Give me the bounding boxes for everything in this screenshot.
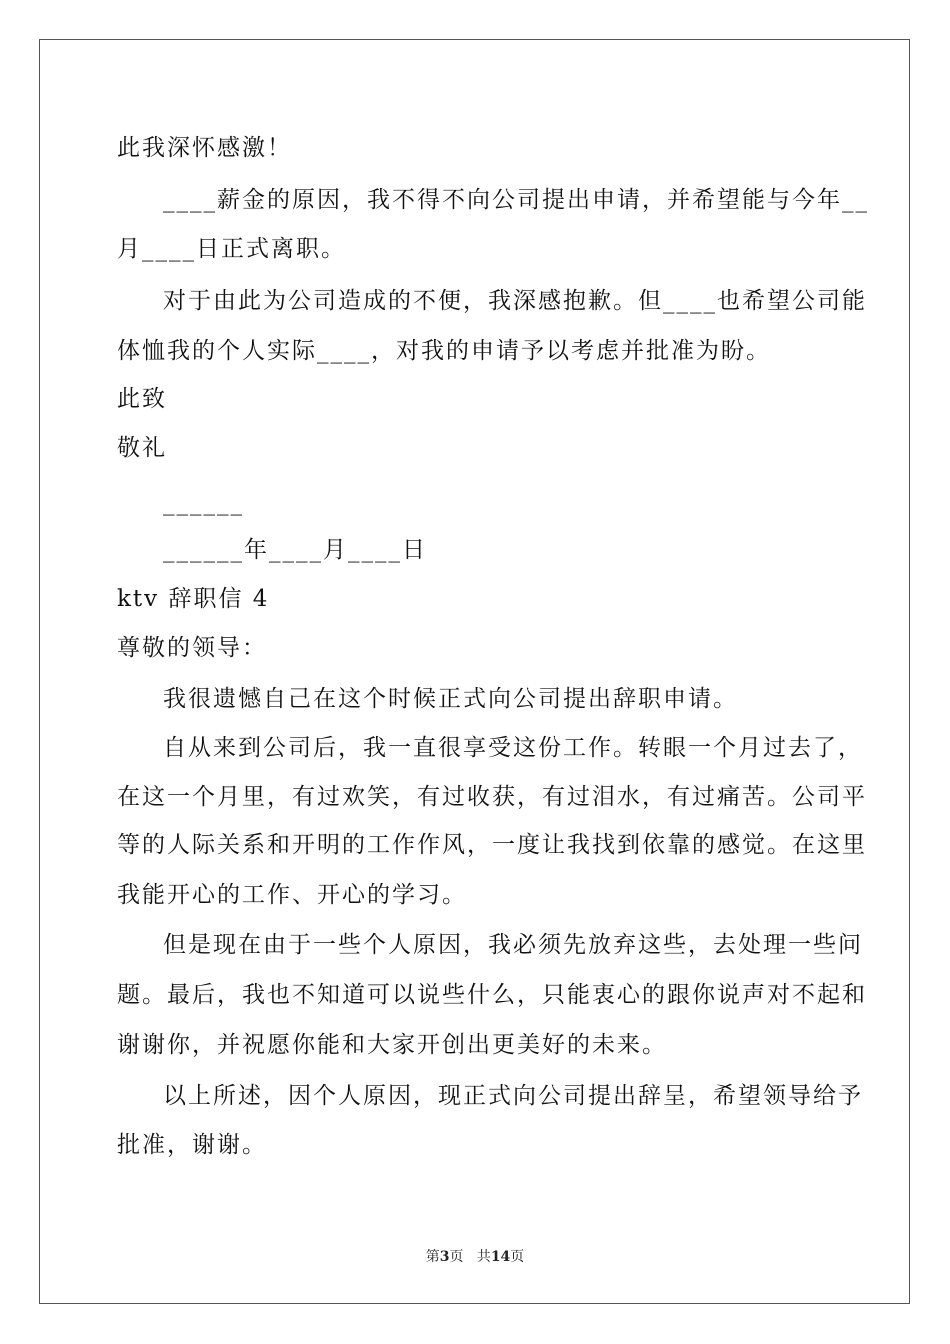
body-line: ____薪金的原因，我不得不向公司提出申请，并希望能与今年__ xyxy=(163,187,869,213)
body-line: 我很遗憾自己在这个时候正式向公司提出辞职申请。 xyxy=(163,686,738,712)
page-prefix: 第 xyxy=(425,1249,440,1265)
salutation: 尊敬的领导： xyxy=(117,635,267,661)
body-line: 我能开心的工作、开心的学习。 xyxy=(117,882,467,908)
body-line: 等的人际关系和开明的工作作风，一度让我找到依靠的感觉。在这里 xyxy=(117,832,867,858)
date-line: ______年____月____日 xyxy=(163,537,427,563)
body-line: 题。最后，我也不知道可以说些什么，只能衷心的跟你说声对不起和 xyxy=(117,982,867,1008)
page-unit: 页 xyxy=(449,1249,464,1265)
closing-line: 此致 xyxy=(117,386,167,412)
closing-line: 敬礼 xyxy=(117,435,167,461)
page-border xyxy=(39,39,910,1304)
body-line: 批准，谢谢。 xyxy=(117,1132,267,1158)
page-number: 3 xyxy=(439,1249,450,1265)
page-footer xyxy=(0,1248,950,1266)
body-line: 自从来到公司后，我一直很享受这份工作。转眼一个月过去了， xyxy=(163,735,863,761)
body-line: 但是现在由于一些个人原因，我必须先放弃这些，去处理一些问 xyxy=(163,932,863,958)
total-unit: 页 xyxy=(510,1249,525,1265)
body-line: 谢谢你，并祝愿你能和大家开创出更美好的未来。 xyxy=(117,1032,667,1058)
total-pages: 14 xyxy=(490,1249,511,1265)
body-line: 月____日正式离职。 xyxy=(117,236,346,262)
body-line: 此我深怀感激！ xyxy=(117,135,292,161)
body-line: 在这一个月里，有过欢笑，有过收获，有过泪水，有过痛苦。公司平 xyxy=(117,784,867,810)
signature-blank: ______ xyxy=(163,490,244,516)
body-line: 对于由此为公司造成的不便，我深感抱歉。但____也希望公司能 xyxy=(163,288,867,314)
body-line: 体恤我的个人实际____，对我的申请予以考虑并批准为盼。 xyxy=(117,338,771,364)
total-prefix: 共 xyxy=(476,1249,491,1265)
body-line: 以上所述，因个人原因，现正式向公司提出辞呈，希望领导给予 xyxy=(163,1083,863,1109)
section-title: ktv 辞职信 4 xyxy=(117,586,270,612)
